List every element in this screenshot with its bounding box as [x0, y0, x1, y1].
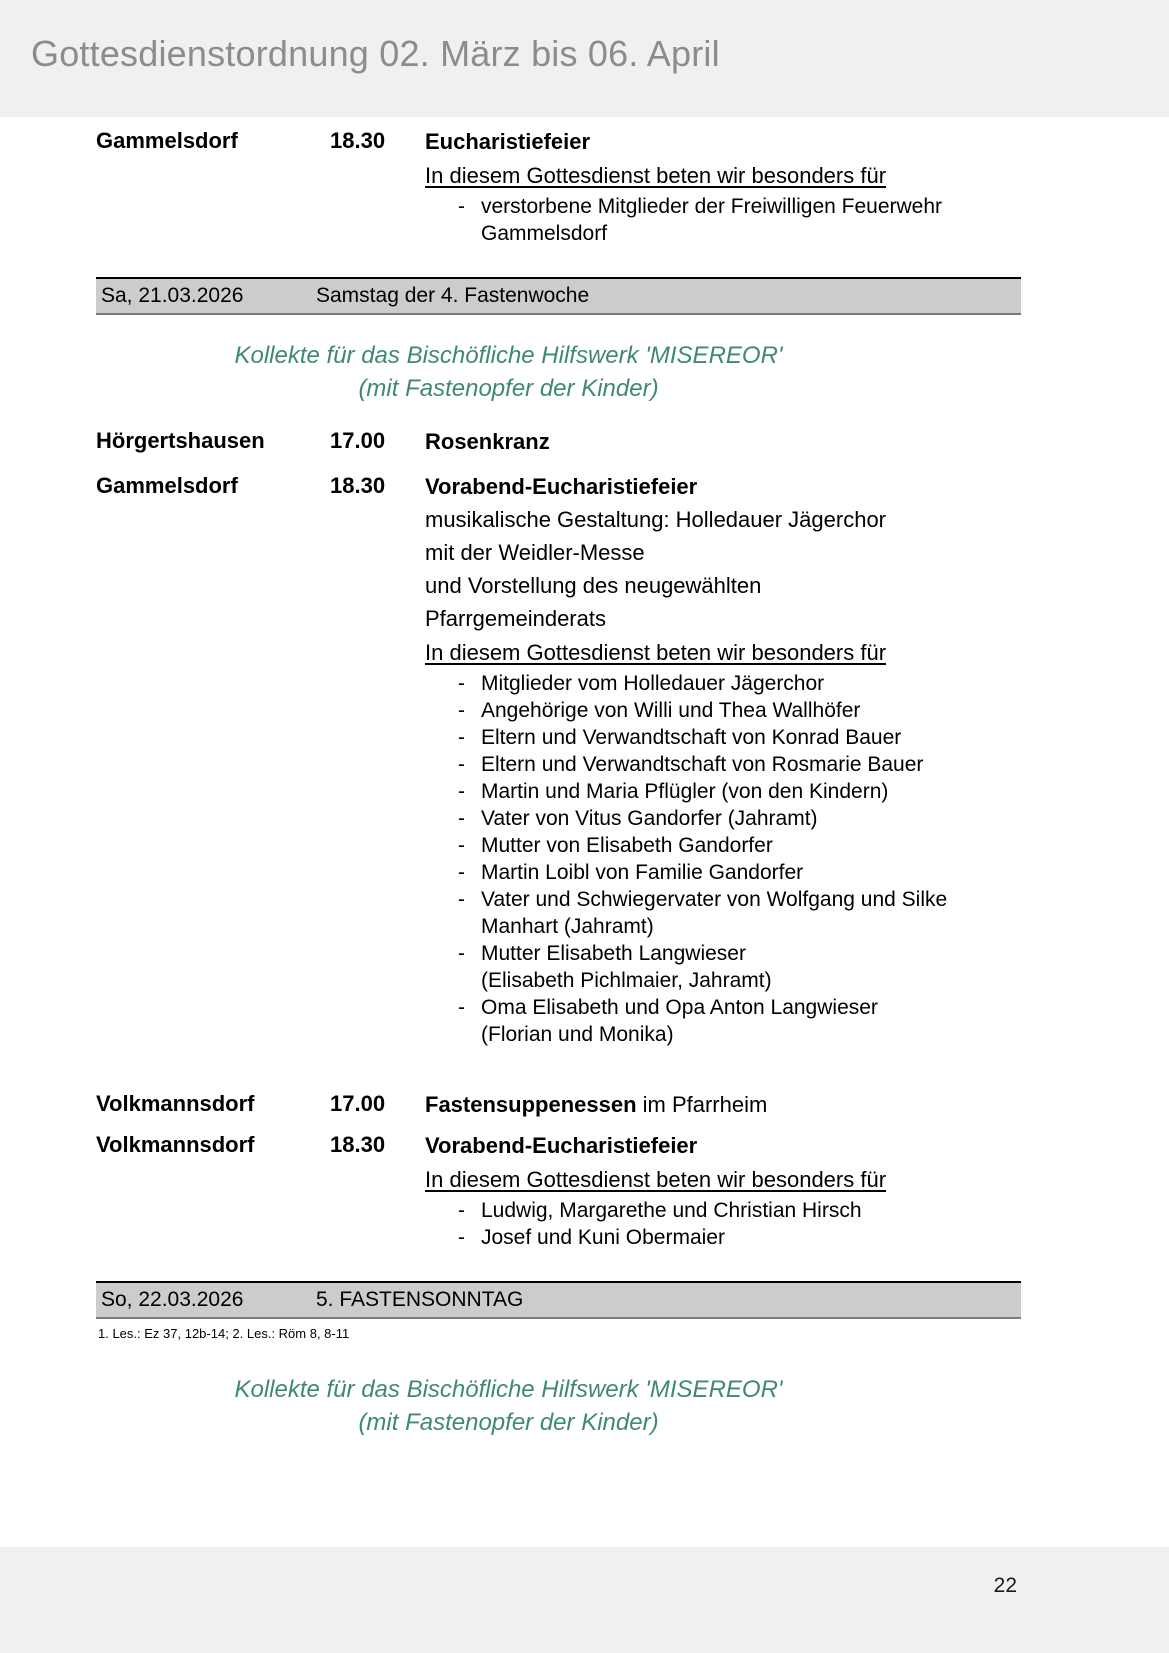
intention-text: Martin und Maria Pflügler (von den Kindern) [481, 780, 889, 803]
content-column [96, 117, 1021, 1439]
service-title: Vorabend-Eucharistiefeier [425, 474, 698, 499]
service-entry [96, 125, 1021, 247]
bullet-dash-icon: - [458, 996, 465, 1019]
service-place: Volkmannsdorf [96, 1091, 255, 1116]
service-entry [96, 1129, 1021, 1251]
list-item [458, 886, 1021, 940]
collection-line-2: (mit Fastenopfer der Kinder) [358, 1409, 659, 1436]
day-title: Samstag der 4. Fastenwoche [316, 284, 590, 307]
service-title-suffix: im Pfarrheim [636, 1092, 768, 1117]
bullet-dash-icon: - [458, 195, 465, 218]
list-item [458, 751, 1021, 778]
intention-text: Angehörige von Willi und Thea Wallhöfer [481, 699, 861, 722]
service-title: Eucharistiefeier [425, 129, 591, 154]
list-item [458, 670, 1021, 697]
collection-line-2: (mit Fastenopfer der Kinder) [358, 375, 659, 402]
intention-text: Eltern und Verwandtschaft von Konrad Bauer [481, 726, 902, 749]
intention-text: Mutter von Elisabeth Gandorfer [481, 834, 773, 857]
list-item [458, 940, 1021, 994]
service-place: Gammelsdorf [96, 473, 238, 498]
day-header-bar [96, 1281, 1021, 1319]
page-number: 22 [993, 1574, 1017, 1597]
intention-text: verstorbene Mitglieder der Freiwilligen Feuerwehr [481, 195, 943, 218]
bullet-dash-icon: - [458, 753, 465, 776]
bullet-dash-icon: - [458, 672, 465, 695]
list-item [458, 697, 1021, 724]
service-entry [96, 1088, 1021, 1121]
service-time: 17.00 [330, 428, 386, 453]
service-place: Hörgertshausen [96, 428, 265, 453]
page-body [0, 117, 1169, 1547]
intention-text: Martin Loibl von Familie Gandorfer [481, 861, 804, 884]
intention-text-cont: (Elisabeth Pichlmaier, Jahramt) [481, 969, 772, 992]
collection-notice [96, 1373, 921, 1439]
bullet-dash-icon: - [458, 861, 465, 884]
service-title [425, 1088, 1021, 1121]
day-readings: 1. Les.: Ez 37, 12b-14; 2. Les.: Röm 8, 8-11 [98, 1326, 350, 1341]
service-time: 18.30 [330, 1132, 386, 1157]
service-note-line: mit der Weidler-Messe [425, 540, 645, 565]
day-date: So, 22.03.2026 [101, 1288, 244, 1311]
service-place: Volkmannsdorf [96, 1132, 255, 1157]
intention-heading: In diesem Gottesdienst beten wir besonders für [425, 640, 887, 665]
service-time: 18.30 [330, 473, 386, 498]
list-item [458, 832, 1021, 859]
service-title-bold: Fastensuppenessen [425, 1092, 637, 1117]
intention-text: Mutter Elisabeth Langwieser [481, 942, 746, 965]
bullet-dash-icon: - [458, 1199, 465, 1222]
service-note-line: Pfarrgemeinderats [425, 606, 606, 631]
service-title: Vorabend-Eucharistiefeier [425, 1133, 698, 1158]
bullet-dash-icon: - [458, 834, 465, 857]
bullet-dash-icon: - [458, 942, 465, 965]
list-item [458, 994, 1021, 1048]
service-entry [96, 470, 1021, 1048]
bullet-dash-icon: - [458, 1226, 465, 1249]
intention-heading: In diesem Gottesdienst beten wir besonders für [425, 1167, 887, 1192]
intention-list [425, 1197, 1021, 1251]
bullet-dash-icon: - [458, 780, 465, 803]
service-details [425, 470, 1021, 1048]
intention-text: Mitglieder vom Holledauer Jägerchor [481, 672, 825, 695]
service-details [425, 125, 1021, 247]
service-note-line: musikalische Gestaltung: Holledauer Jägerchor [425, 507, 887, 532]
intention-text: Eltern und Verwandtschaft von Rosmarie Bauer [481, 753, 924, 776]
list-item [458, 805, 1021, 832]
intention-text-cont: Gammelsdorf [481, 222, 608, 245]
page-title: Gottesdienstordnung 02. März bis 06. April [31, 33, 720, 74]
service-time: 18.30 [330, 128, 386, 153]
intention-list [425, 193, 1021, 247]
intention-text-cont: (Florian und Monika) [481, 1023, 674, 1046]
page-footer-band [0, 1547, 1169, 1653]
bullet-dash-icon: - [458, 807, 465, 830]
list-item [458, 724, 1021, 751]
intention-list [425, 670, 1021, 1048]
collection-line-1: Kollekte für das Bischöfliche Hilfswerk 'MISEREOR' [234, 342, 783, 369]
list-item [458, 193, 1021, 247]
service-place: Gammelsdorf [96, 128, 238, 153]
list-item [458, 778, 1021, 805]
service-time: 17.00 [330, 1091, 386, 1116]
service-details [425, 425, 1021, 458]
day-date: Sa, 21.03.2026 [101, 284, 244, 307]
bullet-dash-icon: - [458, 888, 465, 911]
intention-text: Josef und Kuni Obermaier [481, 1226, 725, 1249]
day-header-bar [96, 277, 1021, 315]
day-title: 5. FASTENSONNTAG [316, 1288, 524, 1311]
bullet-dash-icon: - [458, 699, 465, 722]
service-details [425, 1088, 1021, 1121]
intention-text: Vater von Vitus Gandorfer (Jahramt) [481, 807, 818, 830]
list-item [458, 1197, 1021, 1224]
intention-text-cont: Manhart (Jahramt) [481, 915, 654, 938]
service-details [425, 1129, 1021, 1251]
intention-heading: In diesem Gottesdienst beten wir besonders für [425, 163, 887, 188]
intention-text: Vater und Schwiegervater von Wolfgang und Silke [481, 888, 948, 911]
intention-text: Oma Elisabeth und Opa Anton Langwieser [481, 996, 878, 1019]
intention-text: Ludwig, Margarethe und Christian Hirsch [481, 1199, 862, 1222]
bullet-dash-icon: - [458, 726, 465, 749]
list-item [458, 1224, 1021, 1251]
service-note-line: und Vorstellung des neugewählten [425, 573, 762, 598]
list-item [458, 859, 1021, 886]
collection-notice [96, 339, 921, 405]
service-title: Rosenkranz [425, 429, 550, 454]
service-entry [96, 425, 1021, 458]
collection-line-1: Kollekte für das Bischöfliche Hilfswerk 'MISEREOR' [234, 1376, 783, 1403]
page-header-band [0, 0, 1169, 117]
